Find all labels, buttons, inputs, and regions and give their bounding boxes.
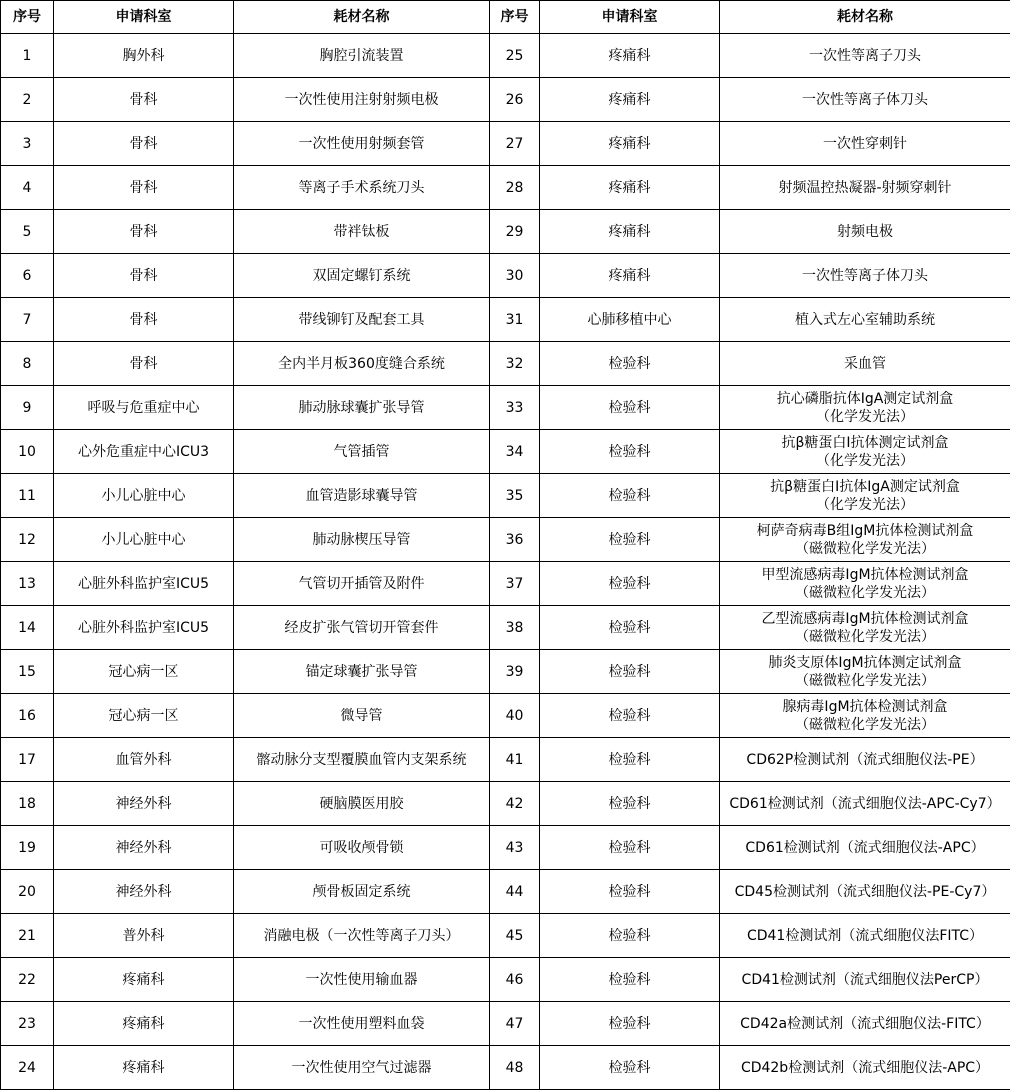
- item-name-left: 硬脑膜医用胶: [234, 782, 490, 826]
- row-number-right: 45: [490, 914, 540, 958]
- row-number-right: 35: [490, 474, 540, 518]
- row-number-left: 14: [1, 606, 54, 650]
- item-name-left: 经皮扩张气管切开管套件: [234, 606, 490, 650]
- header-dept-left: 申请科室: [54, 1, 234, 34]
- department-right: 疼痛科: [540, 122, 720, 166]
- row-number-left: 16: [1, 694, 54, 738]
- row-number-left: 20: [1, 870, 54, 914]
- item-name-right: 抗β糖蛋白Ⅰ抗体IgA测定试剂盒 （化学发光法）: [720, 474, 1010, 518]
- row-number-left: 6: [1, 254, 54, 298]
- department-left: 心脏外科监护室ICU5: [54, 606, 234, 650]
- department-left: 血管外科: [54, 738, 234, 782]
- item-name-right: 腺病毒IgM抗体检测试剂盒 （磁微粒化学发光法）: [720, 694, 1010, 738]
- item-name-right: CD61检测试剂（流式细胞仪法-APC）: [720, 826, 1010, 870]
- item-name-left: 带线铆钉及配套工具: [234, 298, 490, 342]
- department-right: 检验科: [540, 342, 720, 386]
- row-number-right: 33: [490, 386, 540, 430]
- department-right: 检验科: [540, 650, 720, 694]
- department-right: 检验科: [540, 826, 720, 870]
- row-number-right: 29: [490, 210, 540, 254]
- item-name-right: 一次性等离子刀头: [720, 34, 1010, 78]
- row-number-right: 30: [490, 254, 540, 298]
- header-row: [1, 1, 1010, 34]
- department-right: 心肺移植中心: [540, 298, 720, 342]
- row-number-left: 17: [1, 738, 54, 782]
- item-name-left: 髂动脉分支型覆膜血管内支架系统: [234, 738, 490, 782]
- row-number-right: 26: [490, 78, 540, 122]
- row-number-left: 10: [1, 430, 54, 474]
- row-number-left: 18: [1, 782, 54, 826]
- department-left: 疼痛科: [54, 1046, 234, 1090]
- item-name-left: 气管切开插管及附件: [234, 562, 490, 606]
- table-row: [1, 122, 1010, 166]
- item-name-left: 胸腔引流装置: [234, 34, 490, 78]
- row-number-right: 43: [490, 826, 540, 870]
- row-number-right: 36: [490, 518, 540, 562]
- department-right: 疼痛科: [540, 210, 720, 254]
- row-number-right: 39: [490, 650, 540, 694]
- item-name-right: 甲型流感病毒IgM抗体检测试剂盒 （磁微粒化学发光法）: [720, 562, 1010, 606]
- item-name-left: 血管造影球囊导管: [234, 474, 490, 518]
- item-name-right: CD45检测试剂（流式细胞仪法-PE-Cy7）: [720, 870, 1010, 914]
- item-name-left: 一次性使用输血器: [234, 958, 490, 1002]
- department-left: 骨科: [54, 254, 234, 298]
- department-left: 冠心病一区: [54, 650, 234, 694]
- department-left: 神经外科: [54, 782, 234, 826]
- row-number-right: 28: [490, 166, 540, 210]
- row-number-left: 5: [1, 210, 54, 254]
- header-item-left: 耗材名称: [234, 1, 490, 34]
- department-left: 骨科: [54, 298, 234, 342]
- department-right: 检验科: [540, 562, 720, 606]
- row-number-left: 24: [1, 1046, 54, 1090]
- department-left: 骨科: [54, 166, 234, 210]
- table-row: [1, 1046, 1010, 1090]
- table-row: [1, 166, 1010, 210]
- item-name-left: 肺动脉球囊扩张导管: [234, 386, 490, 430]
- item-name-left: 带袢钛板: [234, 210, 490, 254]
- department-right: 疼痛科: [540, 34, 720, 78]
- item-name-left: 消融电极（一次性等离子刀头）: [234, 914, 490, 958]
- item-name-right: 射频温控热凝器-射频穿刺针: [720, 166, 1010, 210]
- item-name-left: 一次性使用空气过滤器: [234, 1046, 490, 1090]
- row-number-right: 25: [490, 34, 540, 78]
- item-name-right: CD42b检测试剂（流式细胞仪法-APC）: [720, 1046, 1010, 1090]
- department-left: 神经外科: [54, 870, 234, 914]
- item-name-right: 乙型流感病毒IgM抗体检测试剂盒 （磁微粒化学发光法）: [720, 606, 1010, 650]
- row-number-left: 11: [1, 474, 54, 518]
- table-row: [1, 474, 1010, 518]
- department-left: 疼痛科: [54, 958, 234, 1002]
- item-name-left: 双固定螺钉系统: [234, 254, 490, 298]
- department-right: 疼痛科: [540, 166, 720, 210]
- table-row: [1, 210, 1010, 254]
- table-row: [1, 958, 1010, 1002]
- row-number-left: 19: [1, 826, 54, 870]
- department-left: 小儿心脏中心: [54, 518, 234, 562]
- header-no-right: 序号: [490, 1, 540, 34]
- table-row: [1, 914, 1010, 958]
- row-number-left: 23: [1, 1002, 54, 1046]
- department-right: 检验科: [540, 474, 720, 518]
- department-right: 检验科: [540, 1002, 720, 1046]
- row-number-right: 37: [490, 562, 540, 606]
- item-name-right: 射频电极: [720, 210, 1010, 254]
- table-row: [1, 34, 1010, 78]
- department-left: 心外危重症中心ICU3: [54, 430, 234, 474]
- department-right: 检验科: [540, 782, 720, 826]
- header-dept-right: 申请科室: [540, 1, 720, 34]
- item-name-right: CD42a检测试剂（流式细胞仪法-FITC）: [720, 1002, 1010, 1046]
- department-left: 胸外科: [54, 34, 234, 78]
- item-name-right: 一次性等离子体刀头: [720, 78, 1010, 122]
- department-right: 疼痛科: [540, 254, 720, 298]
- row-number-right: 32: [490, 342, 540, 386]
- department-left: 神经外科: [54, 826, 234, 870]
- table-row: [1, 694, 1010, 738]
- department-right: 检验科: [540, 1046, 720, 1090]
- department-right: 检验科: [540, 386, 720, 430]
- table-row: [1, 650, 1010, 694]
- department-left: 骨科: [54, 122, 234, 166]
- table-row: [1, 738, 1010, 782]
- item-name-left: 可吸收颅骨锁: [234, 826, 490, 870]
- department-right: 检验科: [540, 518, 720, 562]
- row-number-left: 2: [1, 78, 54, 122]
- item-name-right: 抗β糖蛋白Ⅰ抗体测定试剂盒 （化学发光法）: [720, 430, 1010, 474]
- item-name-left: 气管插管: [234, 430, 490, 474]
- item-name-right: 柯萨奇病毒B组IgM抗体检测试剂盒 （磁微粒化学发光法）: [720, 518, 1010, 562]
- department-left: 骨科: [54, 210, 234, 254]
- row-number-right: 44: [490, 870, 540, 914]
- item-name-right: CD41检测试剂（流式细胞仪法PerCP）: [720, 958, 1010, 1002]
- row-number-right: 41: [490, 738, 540, 782]
- header-item-right: 耗材名称: [720, 1, 1010, 34]
- table-row: [1, 562, 1010, 606]
- item-name-right: CD62P检测试剂（流式细胞仪法-PE）: [720, 738, 1010, 782]
- item-name-left: 等离子手术系统刀头: [234, 166, 490, 210]
- department-right: 检验科: [540, 694, 720, 738]
- table-row: [1, 430, 1010, 474]
- row-number-right: 48: [490, 1046, 540, 1090]
- item-name-left: 肺动脉楔压导管: [234, 518, 490, 562]
- row-number-right: 46: [490, 958, 540, 1002]
- item-name-right: 抗心磷脂抗体IgA测定试剂盒 （化学发光法）: [720, 386, 1010, 430]
- row-number-left: 12: [1, 518, 54, 562]
- row-number-right: 47: [490, 1002, 540, 1046]
- department-right: 检验科: [540, 914, 720, 958]
- department-left: 骨科: [54, 78, 234, 122]
- row-number-right: 42: [490, 782, 540, 826]
- item-name-left: 颅骨板固定系统: [234, 870, 490, 914]
- row-number-left: 4: [1, 166, 54, 210]
- item-name-left: 一次性使用注射射频电极: [234, 78, 490, 122]
- header-no-left: 序号: [1, 1, 54, 34]
- row-number-right: 31: [490, 298, 540, 342]
- table-row: [1, 826, 1010, 870]
- item-name-right: 采血管: [720, 342, 1010, 386]
- row-number-left: 8: [1, 342, 54, 386]
- table-row: [1, 1002, 1010, 1046]
- department-left: 普外科: [54, 914, 234, 958]
- table-row: [1, 342, 1010, 386]
- item-name-left: 锚定球囊扩张导管: [234, 650, 490, 694]
- row-number-left: 7: [1, 298, 54, 342]
- row-number-left: 1: [1, 34, 54, 78]
- row-number-left: 22: [1, 958, 54, 1002]
- table-row: [1, 606, 1010, 650]
- department-right: 检验科: [540, 958, 720, 1002]
- table-body: [1, 34, 1010, 1090]
- row-number-left: 9: [1, 386, 54, 430]
- department-left: 小儿心脏中心: [54, 474, 234, 518]
- item-name-right: 一次性等离子体刀头: [720, 254, 1010, 298]
- row-number-left: 21: [1, 914, 54, 958]
- table-row: [1, 386, 1010, 430]
- table-row: [1, 518, 1010, 562]
- item-name-right: 植入式左心室辅助系统: [720, 298, 1010, 342]
- table-row: [1, 298, 1010, 342]
- row-number-right: 38: [490, 606, 540, 650]
- row-number-left: 13: [1, 562, 54, 606]
- department-right: 检验科: [540, 738, 720, 782]
- table-row: [1, 254, 1010, 298]
- row-number-right: 40: [490, 694, 540, 738]
- item-name-right: 一次性穿刺针: [720, 122, 1010, 166]
- department-right: 疼痛科: [540, 78, 720, 122]
- item-name-left: 微导管: [234, 694, 490, 738]
- item-name-left: 一次性使用塑料血袋: [234, 1002, 490, 1046]
- row-number-left: 3: [1, 122, 54, 166]
- department-left: 骨科: [54, 342, 234, 386]
- department-right: 检验科: [540, 606, 720, 650]
- item-name-right: 肺炎支原体IgM抗体测定试剂盒 （磁微粒化学发光法）: [720, 650, 1010, 694]
- row-number-right: 27: [490, 122, 540, 166]
- department-left: 心脏外科监护室ICU5: [54, 562, 234, 606]
- department-right: 检验科: [540, 430, 720, 474]
- table-row: [1, 870, 1010, 914]
- department-left: 疼痛科: [54, 1002, 234, 1046]
- row-number-left: 15: [1, 650, 54, 694]
- row-number-right: 34: [490, 430, 540, 474]
- department-right: 检验科: [540, 870, 720, 914]
- item-name-left: 一次性使用射频套管: [234, 122, 490, 166]
- department-left: 呼吸与危重症中心: [54, 386, 234, 430]
- item-name-left: 全内半月板360度缝合系统: [234, 342, 490, 386]
- item-name-right: CD61检测试剂（流式细胞仪法-APC-Cy7）: [720, 782, 1010, 826]
- table-row: [1, 782, 1010, 826]
- item-name-right: CD41检测试剂（流式细胞仪法FITC）: [720, 914, 1010, 958]
- table-row: [1, 78, 1010, 122]
- department-left: 冠心病一区: [54, 694, 234, 738]
